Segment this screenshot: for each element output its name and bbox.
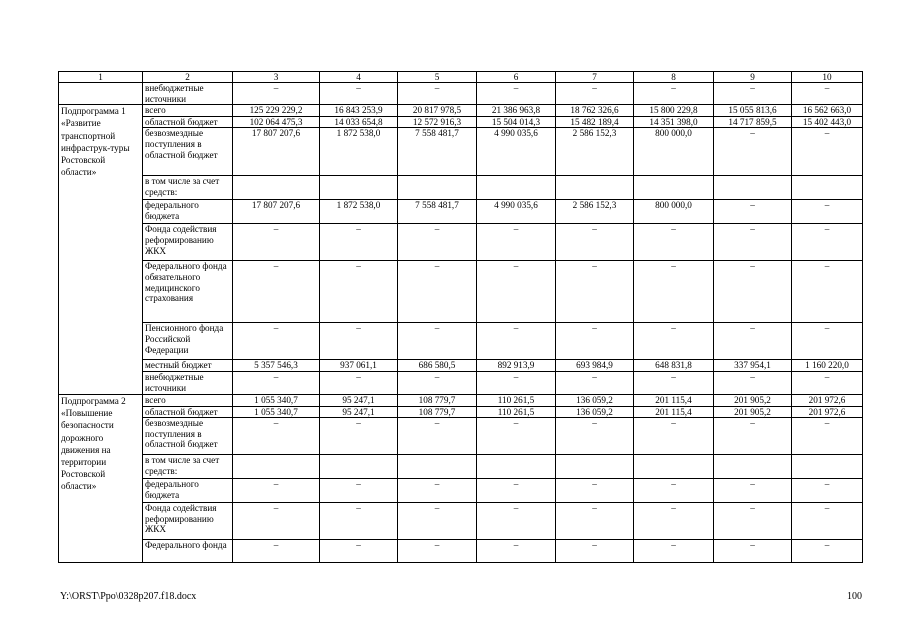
amount-cell: 17 807 207,6 xyxy=(233,200,320,224)
table-row xyxy=(59,200,863,224)
table-row xyxy=(59,360,863,372)
amount-cell xyxy=(477,455,556,479)
table-row xyxy=(59,323,863,360)
amount-cell: 201 905,2 xyxy=(714,394,792,406)
column-number: 6 xyxy=(477,72,556,83)
amount-cell: – xyxy=(320,479,398,503)
amount-cell: 15 482 189,4 xyxy=(556,116,634,128)
amount-cell: 1 055 340,7 xyxy=(233,394,320,406)
funding-source: внебюджетные источники xyxy=(143,83,233,105)
amount-cell: 125 229 229,2 xyxy=(233,105,320,117)
amount-cell: – xyxy=(477,540,556,563)
amount-cell: – xyxy=(792,540,863,563)
amount-cell: – xyxy=(398,261,477,323)
amount-cell: 14 717 859,5 xyxy=(714,116,792,128)
amount-cell: 2 586 152,3 xyxy=(556,200,634,224)
amount-cell: – xyxy=(714,224,792,261)
amount-cell: 15 402 443,0 xyxy=(792,116,863,128)
amount-cell: 201 115,4 xyxy=(634,406,714,418)
amount-cell: – xyxy=(556,418,634,455)
amount-cell xyxy=(233,176,320,200)
funding-source: безвозмездные поступления в областной бюджет xyxy=(143,418,233,455)
funding-source: Фонда содействия реформированию ЖКХ xyxy=(143,503,233,540)
amount-cell: 14 033 654,8 xyxy=(320,116,398,128)
funding-source: Пенсионного фонда Российской Федерации xyxy=(143,323,233,360)
amount-cell: – xyxy=(792,323,863,360)
amount-cell: – xyxy=(714,503,792,540)
amount-cell xyxy=(320,176,398,200)
amount-cell: 18 762 326,6 xyxy=(556,105,634,117)
amount-cell: – xyxy=(320,540,398,563)
table-row xyxy=(59,83,863,105)
column-number: 5 xyxy=(398,72,477,83)
amount-cell: – xyxy=(320,418,398,455)
amount-cell: – xyxy=(233,323,320,360)
amount-cell: – xyxy=(320,261,398,323)
amount-cell: 102 064 475,3 xyxy=(233,116,320,128)
amount-cell: – xyxy=(398,371,477,394)
amount-cell xyxy=(398,455,477,479)
amount-cell: – xyxy=(320,224,398,261)
table-row xyxy=(59,394,863,406)
amount-cell xyxy=(714,176,792,200)
subprogram-name: Подпрограмма 1 «Развитие транспортной инфраструк-туры Ростовской области» xyxy=(59,105,143,395)
amount-cell: 800 000,0 xyxy=(634,128,714,176)
funding-source: местный бюджет xyxy=(143,360,233,372)
amount-cell: 12 572 916,3 xyxy=(398,116,477,128)
amount-cell: 693 984,9 xyxy=(556,360,634,372)
table-row xyxy=(59,224,863,261)
amount-cell: – xyxy=(477,323,556,360)
amount-cell xyxy=(477,176,556,200)
amount-cell: – xyxy=(634,261,714,323)
funding-source: Фонда содействия реформированию ЖКХ xyxy=(143,224,233,261)
amount-cell: – xyxy=(556,479,634,503)
funding-source: федерального бюджета xyxy=(143,479,233,503)
amount-cell xyxy=(233,455,320,479)
amount-cell: – xyxy=(634,323,714,360)
table-row xyxy=(59,418,863,455)
amount-cell: 800 000,0 xyxy=(634,200,714,224)
amount-cell: 4 990 035,6 xyxy=(477,200,556,224)
amount-cell: – xyxy=(398,503,477,540)
amount-cell: 136 059,2 xyxy=(556,394,634,406)
table-row xyxy=(59,406,863,418)
amount-cell xyxy=(556,176,634,200)
amount-cell: 648 831,8 xyxy=(634,360,714,372)
amount-cell: – xyxy=(714,418,792,455)
amount-cell: – xyxy=(714,200,792,224)
amount-cell: 15 800 229,8 xyxy=(634,105,714,117)
amount-cell: 21 386 963,8 xyxy=(477,105,556,117)
table-row xyxy=(59,503,863,540)
amount-cell: – xyxy=(233,479,320,503)
column-number-row xyxy=(59,72,863,83)
amount-cell: – xyxy=(792,371,863,394)
amount-cell: 937 061,1 xyxy=(320,360,398,372)
amount-cell: – xyxy=(792,128,863,176)
amount-cell: 14 351 398,0 xyxy=(634,116,714,128)
amount-cell: – xyxy=(233,371,320,394)
amount-cell: – xyxy=(792,418,863,455)
amount-cell: 201 972,6 xyxy=(792,406,863,418)
funding-source: в том числе за счет средств: xyxy=(143,176,233,200)
page-number: 100 xyxy=(847,591,862,602)
amount-cell: 4 990 035,6 xyxy=(477,128,556,176)
amount-cell: – xyxy=(714,323,792,360)
column-number: 9 xyxy=(714,72,792,83)
file-path: Y:\ORST\Ppo\0328p207.f18.docx xyxy=(60,591,197,602)
amount-cell: – xyxy=(477,371,556,394)
amount-cell: – xyxy=(233,540,320,563)
column-number: 10 xyxy=(792,72,863,83)
amount-cell xyxy=(714,455,792,479)
table-row xyxy=(59,261,863,323)
amount-cell: – xyxy=(792,479,863,503)
amount-cell: 201 972,6 xyxy=(792,394,863,406)
amount-cell: – xyxy=(792,224,863,261)
amount-cell: – xyxy=(634,418,714,455)
amount-cell: – xyxy=(714,479,792,503)
amount-cell: – xyxy=(320,83,398,105)
amount-cell: 110 261,5 xyxy=(477,394,556,406)
subprogram-name xyxy=(59,83,143,105)
amount-cell: – xyxy=(398,418,477,455)
amount-cell: 1 055 340,7 xyxy=(233,406,320,418)
amount-cell: 1 872 538,0 xyxy=(320,200,398,224)
amount-cell: 20 817 978,5 xyxy=(398,105,477,117)
table-row xyxy=(59,455,863,479)
amount-cell: 892 913,9 xyxy=(477,360,556,372)
subprogram-name: Подпрограмма 2 «Повышение безопасности дорожного движения на территории Ростовской области» xyxy=(59,394,143,562)
funding-source: внебюджетные источники xyxy=(143,371,233,394)
amount-cell: – xyxy=(792,83,863,105)
amount-cell: 95 247,1 xyxy=(320,394,398,406)
amount-cell: – xyxy=(634,503,714,540)
amount-cell: 1 160 220,0 xyxy=(792,360,863,372)
table-row xyxy=(59,176,863,200)
amount-cell: – xyxy=(477,479,556,503)
amount-cell xyxy=(556,455,634,479)
table-row xyxy=(59,116,863,128)
funding-source: областной бюджет xyxy=(143,406,233,418)
amount-cell: – xyxy=(714,371,792,394)
amount-cell: – xyxy=(398,83,477,105)
amount-cell: – xyxy=(792,261,863,323)
funding-source: Федерального фонда обязательного медицинского страхования xyxy=(143,261,233,323)
amount-cell: 201 905,2 xyxy=(714,406,792,418)
amount-cell: 1 872 538,0 xyxy=(320,128,398,176)
amount-cell: – xyxy=(556,261,634,323)
amount-cell: – xyxy=(634,540,714,563)
amount-cell: – xyxy=(233,261,320,323)
amount-cell xyxy=(634,455,714,479)
funding-source: всего xyxy=(143,105,233,117)
amount-cell xyxy=(398,176,477,200)
amount-cell: – xyxy=(233,83,320,105)
funding-table xyxy=(58,71,863,563)
amount-cell: – xyxy=(634,479,714,503)
amount-cell: – xyxy=(477,503,556,540)
amount-cell: – xyxy=(634,224,714,261)
column-number: 4 xyxy=(320,72,398,83)
amount-cell: – xyxy=(320,323,398,360)
amount-cell: – xyxy=(320,371,398,394)
table-row xyxy=(59,479,863,503)
amount-cell: 110 261,5 xyxy=(477,406,556,418)
table-row xyxy=(59,128,863,176)
amount-cell: 16 843 253,9 xyxy=(320,105,398,117)
amount-cell: – xyxy=(556,323,634,360)
amount-cell: – xyxy=(634,371,714,394)
funding-source: безвозмездные поступления в областной бюджет xyxy=(143,128,233,176)
amount-cell: 108 779,7 xyxy=(398,406,477,418)
table-row xyxy=(59,540,863,563)
amount-cell: – xyxy=(556,503,634,540)
funding-source: областной бюджет xyxy=(143,116,233,128)
amount-cell xyxy=(792,176,863,200)
funding-source: федерального бюджета xyxy=(143,200,233,224)
amount-cell: – xyxy=(233,418,320,455)
amount-cell: – xyxy=(634,83,714,105)
amount-cell: – xyxy=(714,261,792,323)
amount-cell: 15 504 014,3 xyxy=(477,116,556,128)
amount-cell: – xyxy=(714,128,792,176)
amount-cell: 108 779,7 xyxy=(398,394,477,406)
funding-source: Федерального фонда xyxy=(143,540,233,563)
amount-cell: 136 059,2 xyxy=(556,406,634,418)
amount-cell: – xyxy=(714,83,792,105)
amount-cell: 2 586 152,3 xyxy=(556,128,634,176)
amount-cell: – xyxy=(792,200,863,224)
column-number: 3 xyxy=(233,72,320,83)
amount-cell: 7 558 481,7 xyxy=(398,128,477,176)
amount-cell: – xyxy=(556,224,634,261)
amount-cell xyxy=(792,455,863,479)
column-number: 2 xyxy=(143,72,233,83)
amount-cell: 337 954,1 xyxy=(714,360,792,372)
amount-cell: – xyxy=(398,540,477,563)
amount-cell: – xyxy=(398,479,477,503)
amount-cell: – xyxy=(714,540,792,563)
amount-cell: 17 807 207,6 xyxy=(233,128,320,176)
funding-source: всего xyxy=(143,394,233,406)
column-number: 1 xyxy=(59,72,143,83)
table-row xyxy=(59,371,863,394)
amount-cell: – xyxy=(398,224,477,261)
amount-cell: 95 247,1 xyxy=(320,406,398,418)
amount-cell: 686 580,5 xyxy=(398,360,477,372)
amount-cell: 201 115,4 xyxy=(634,394,714,406)
funding-source: в том числе за счет средств: xyxy=(143,455,233,479)
amount-cell: – xyxy=(556,540,634,563)
amount-cell: – xyxy=(233,503,320,540)
amount-cell: – xyxy=(477,261,556,323)
amount-cell xyxy=(320,455,398,479)
amount-cell: 5 357 546,3 xyxy=(233,360,320,372)
document-page xyxy=(58,71,862,563)
amount-cell: – xyxy=(477,418,556,455)
amount-cell: 15 055 813,6 xyxy=(714,105,792,117)
amount-cell: – xyxy=(477,224,556,261)
amount-cell: – xyxy=(556,371,634,394)
amount-cell: – xyxy=(233,224,320,261)
amount-cell xyxy=(634,176,714,200)
amount-cell: 7 558 481,7 xyxy=(398,200,477,224)
amount-cell: – xyxy=(556,83,634,105)
amount-cell: – xyxy=(320,503,398,540)
column-number: 8 xyxy=(634,72,714,83)
amount-cell: 16 562 663,0 xyxy=(792,105,863,117)
column-number: 7 xyxy=(556,72,634,83)
amount-cell: – xyxy=(477,83,556,105)
amount-cell: – xyxy=(792,503,863,540)
table-row xyxy=(59,105,863,117)
amount-cell: – xyxy=(398,323,477,360)
